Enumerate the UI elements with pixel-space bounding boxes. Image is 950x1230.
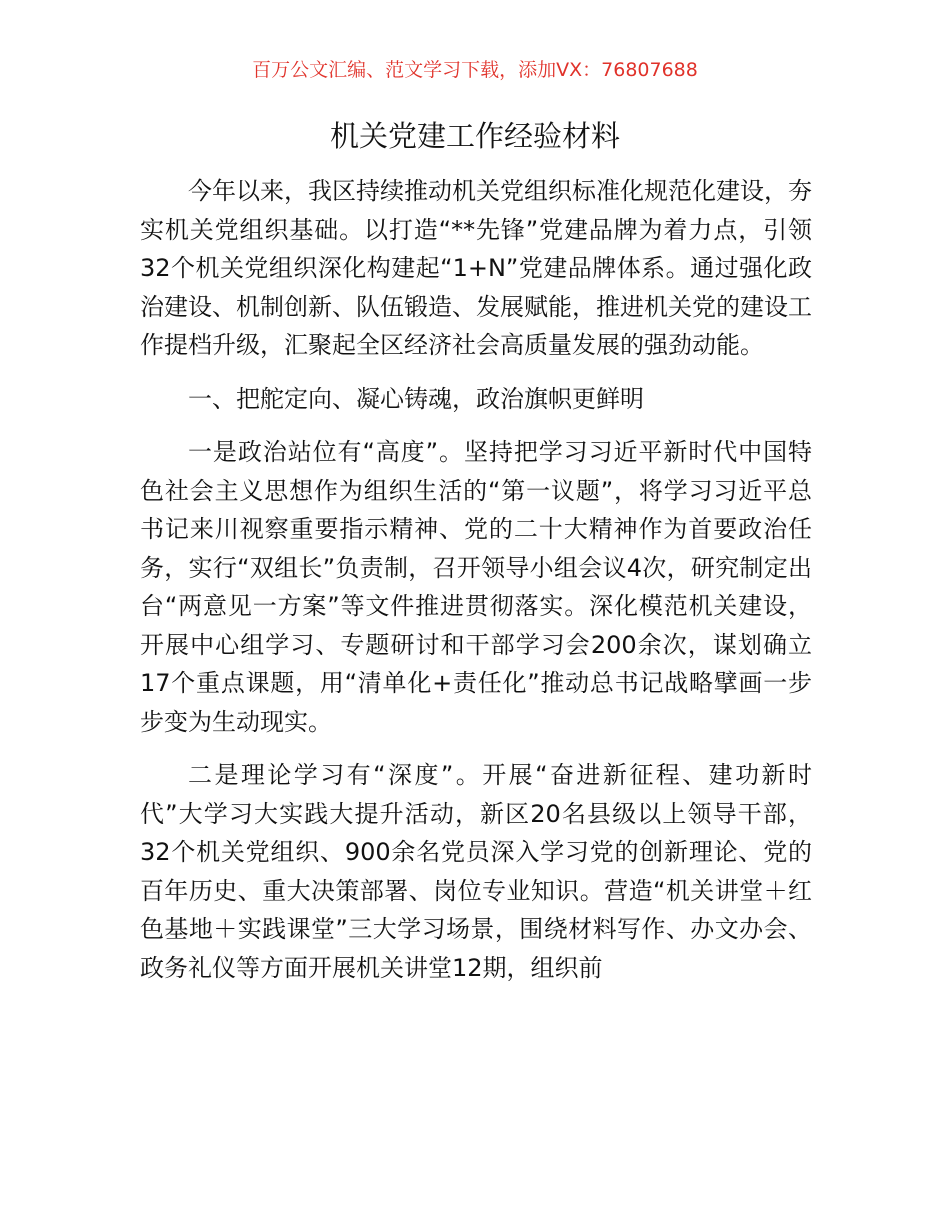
document-body: [140, 172, 812, 1002]
section-heading-1: 一、把舵定向、凝心铸魂，政治旗帜更鲜明: [188, 384, 644, 413]
watermark-header: 百万公文汇编、范文学习下载，添加VX：76807688: [252, 59, 698, 81]
paragraph-theory-study: 二是理论学习有“深度”。开展“奋进新征程、建功新时代”大学习大实践大提升活动，新区20名县级以上领导干部，32个机关党组织、900余名党员深入学习党的创新理论、党的百年历史、重大决策部署、岗位专业知识。营造“机关讲堂＋红色基地＋实践课堂”三大学习场景，围绕材料写作、办文办会、政务礼仪等方面开展机关讲堂12期，组织前: [140, 761, 812, 982]
paragraph-political-stance: 一是政治站位有“高度”。坚持把学习习近平新时代中国特色社会主义思想作为组织生活的“第一议题”，将学习习近平总书记来川视察重要指示精神、党的二十大精神作为首要政治任务，实行“双组长”负责制，召开领导小组会议4次，研究制定出台“两意见一方案”等文件推进贯彻落实。深化模范机关建设，开展中心组学习、专题研讨和干部学习会200余次，谋划确立17个重点课题，用“清单化+责任化”推动总书记战略擘画一步步变为生动现实。: [140, 438, 812, 736]
intro-paragraph: 今年以来，我区持续推动机关党组织标准化规范化建设，夯实机关党组织基础。以打造“**先锋”党建品牌为着力点，引领32个机关党组织深化构建起“1+N”党建品牌体系。通过强化政治建设、机制创新、队伍锻造、发展赋能，推进机关党的建设工作提档升级，汇聚起全区经济社会高质量发展的强劲动能。: [140, 177, 812, 359]
document-title: 机关党建工作经验材料: [329, 119, 620, 153]
